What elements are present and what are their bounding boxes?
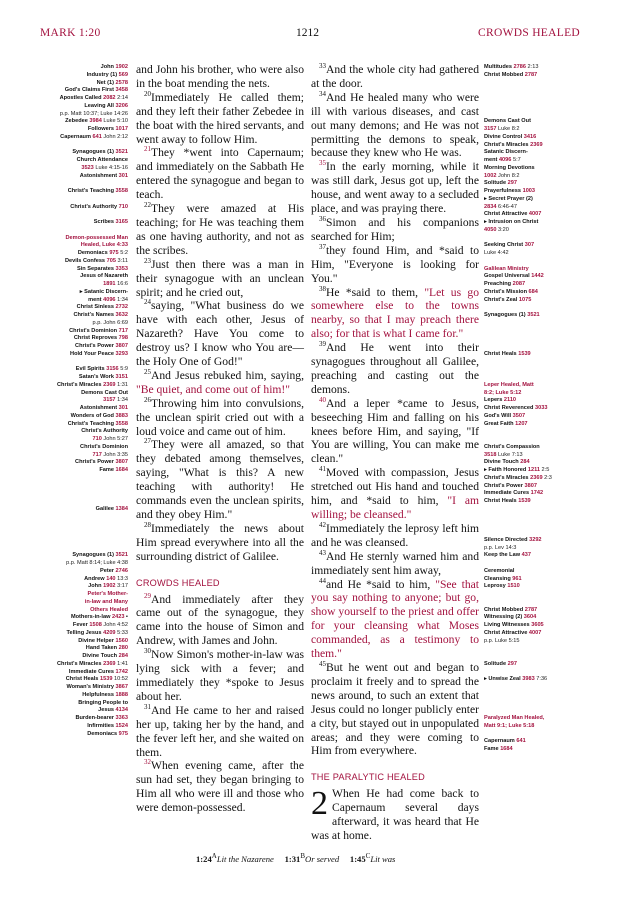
verse-38: $^{38}$He *said to them, "Let us go somewhere else to the towns nearby, so that I may preach there also; for that is what I came for." bbox=[311, 284, 479, 341]
cross-reference-entry: Christ's Mission 684 bbox=[484, 288, 538, 295]
spacer bbox=[484, 95, 614, 103]
cross-reference-entry: Devils Confess 705 3:11 bbox=[64, 257, 128, 264]
spacer bbox=[484, 366, 614, 374]
cross-reference-entry: 3518 Luke 7:13 bbox=[484, 451, 523, 458]
cross-reference-entry: Divine Touch 284 bbox=[484, 459, 530, 466]
cross-reference-entry: Demons Cast Out bbox=[81, 389, 128, 396]
cross-reference-entry: Evil Spirits 3156 5:9 bbox=[75, 366, 128, 373]
cross-reference-entry: Others Healed bbox=[90, 606, 128, 613]
spacer bbox=[484, 304, 614, 312]
cross-reference-entry: Christ Mobbed 2787 bbox=[484, 606, 538, 613]
left-cross-reference-column bbox=[6, 64, 128, 738]
cross-reference-entry: Christ Mobbed 2787 bbox=[484, 71, 538, 78]
spacer bbox=[484, 645, 614, 653]
cross-reference-entry: Christ Reverenced 3033 bbox=[484, 405, 548, 411]
cross-reference-entry: Hold Your Peace 3293 bbox=[70, 350, 128, 357]
cross-reference-entry: Christ's Zeal 1075 bbox=[484, 296, 532, 303]
verse-20: $^{20}$Immediately He called them; and they left their father Zebedee in the boat with the hired servants, and went away to follow Him. bbox=[136, 89, 304, 146]
spacer bbox=[6, 483, 128, 491]
spacer bbox=[484, 599, 614, 607]
cross-reference-entry: Christ's Miracles 2369 2:3 bbox=[484, 474, 552, 481]
text-column-left bbox=[136, 63, 304, 815]
cross-reference-entry: John 1902 bbox=[100, 64, 128, 70]
cross-reference-entry: 2834 6:46-47 bbox=[484, 203, 517, 210]
cross-reference-entry: Paralyzed Man Healed, bbox=[484, 715, 545, 721]
cross-reference-entry: Followers 1017 bbox=[87, 126, 128, 132]
cross-reference-entry: Christ's Power 3807 bbox=[75, 459, 128, 466]
section-heading-crowds-healed: CROWDS HEALED bbox=[136, 577, 220, 588]
cross-reference-entry: Divine Touch 284 bbox=[82, 653, 128, 659]
cross-reference-entry: p.p. Matt 8:14; Luke 4:38 bbox=[66, 560, 128, 566]
cross-reference-entry: Witnessing (2) 3604 bbox=[484, 614, 537, 621]
cross-reference-entry: Living Witnesses 3605 bbox=[484, 622, 544, 628]
cross-reference-entry: Christ's Miracles 2369 bbox=[484, 141, 543, 148]
spacer bbox=[6, 227, 128, 235]
cross-reference-entry: Fame 1684 bbox=[99, 467, 128, 473]
cross-reference-entry: Divine Helper 1560 bbox=[78, 637, 128, 644]
verse-44: $^{44}$and He *said to him, "See that you say nothing to anyone; but go, show yourself to the priest and offer for your cleansing what Moses commanded, as a testimony to them." bbox=[311, 576, 479, 661]
cross-reference-entry: Christ Heals 1539 bbox=[484, 350, 531, 357]
spacer bbox=[6, 545, 128, 553]
cross-reference-entry: p.p. Luke 5:15 bbox=[484, 637, 520, 644]
cross-reference-entry: Astonishment 301 bbox=[79, 172, 128, 179]
cross-reference-entry: Peter's Mother- bbox=[87, 591, 128, 597]
cross-reference-entry: Leprosy 1510 bbox=[484, 583, 520, 590]
cross-reference-entry: 3523 Luke 4:15-16 bbox=[81, 164, 128, 171]
cross-reference-entry: p.p. Lev 14:3 bbox=[484, 544, 517, 551]
cross-reference-entry: Cleansing 961 bbox=[484, 575, 522, 582]
verse-30: $^{30}$Now Simon's mother-in-law was lying sick with a fever; and immediately they *spoke to Jesus about her. bbox=[136, 647, 304, 703]
verse-40: $^{40}$And a leper *came to Jesus, beseeching Him and falling on his knees before Him, and saying, "If You are willing, You can make me clean." bbox=[311, 395, 479, 466]
cross-reference-entry: Andrew 140 13:3 bbox=[84, 575, 128, 582]
spacer bbox=[484, 684, 614, 692]
verse-29: $^{29}$And immediately after they came out of the synagogue, they came into the house of Simon and Andrew, with James and John. bbox=[136, 591, 304, 648]
cross-reference-entry: Divine Control 3416 bbox=[484, 133, 537, 140]
cross-reference-entry: Woman's Ministry 3867 bbox=[66, 684, 128, 690]
verse-20-continued: and John his brother, who were also in the boat mending the nets. bbox=[136, 63, 304, 90]
cross-reference-entry: in-law and Many bbox=[84, 598, 128, 605]
page-number: 1212 bbox=[296, 27, 319, 39]
cross-reference-entry: Christ Sinless 2732 bbox=[76, 304, 128, 311]
cross-reference-entry: Prayerfulness 1003 bbox=[484, 188, 536, 194]
verse-24: $^{24}$saying, "What business do we have with each other, Jesus of Nazareth? Have You come to destroy us? I know who You are—the Holy One of God!" bbox=[136, 298, 304, 369]
spacer bbox=[6, 514, 128, 522]
chapter-number: 2 bbox=[311, 785, 328, 823]
spacer bbox=[6, 211, 128, 219]
spacer bbox=[6, 142, 128, 150]
cross-reference-entry: Capernaum 641 John 2:12 bbox=[60, 133, 128, 140]
cross-reference-entry: Christ Attractive 4007 bbox=[484, 211, 542, 218]
cross-reference-entry: 1002 John 8:2 bbox=[484, 172, 520, 179]
spacer bbox=[484, 591, 614, 599]
cross-reference-entry: Helpfulness 1888 bbox=[82, 691, 128, 698]
spacer bbox=[484, 692, 614, 700]
spacer bbox=[484, 359, 614, 367]
spacer bbox=[484, 87, 614, 95]
cross-reference-entry: Peter 2746 bbox=[99, 567, 128, 574]
cross-reference-entry: Christ's Miracles 2369 1:41 bbox=[56, 660, 128, 667]
cross-reference-entry: Christ's Power 3807 bbox=[75, 343, 128, 349]
cross-reference-entry: Infirmities 1524 bbox=[87, 722, 128, 729]
cross-reference-entry: Fame 1684 bbox=[484, 746, 513, 752]
spacer bbox=[484, 731, 614, 739]
cross-reference-entry: God's Will 3507 bbox=[484, 412, 526, 419]
cross-reference-entry: Galilean Ministry bbox=[484, 265, 529, 272]
footnote-1: $1:24^ALit$ the Nazarene bbox=[196, 852, 274, 864]
cross-reference-entry: 1891 16:6 bbox=[103, 281, 128, 287]
verse-35: $^{35}$In the early morning, while it was still dark, Jesus got up, left the house, and went away to a secluded place, and was praying there. bbox=[311, 159, 479, 216]
cross-reference-entry: Christ Reproves 798 bbox=[73, 335, 128, 342]
cross-reference-entry: Sin Separates 3353 bbox=[76, 265, 128, 272]
section-heading-paralytic-healed: THE PARALYTIC HEALED bbox=[311, 772, 425, 783]
spacer bbox=[484, 529, 614, 537]
cross-reference-entry: ment 4096 5:7 bbox=[484, 157, 521, 163]
cross-reference-entry: Fever 1508 John 4:52 bbox=[72, 622, 128, 628]
cross-reference-entry: Demon-possessed Man bbox=[65, 234, 128, 241]
cross-reference-entry: Silence Directed 3292 bbox=[484, 536, 542, 543]
cross-reference-entry: Leper Healed, Matt bbox=[484, 381, 534, 388]
spacer bbox=[484, 343, 614, 351]
spacer bbox=[6, 521, 128, 529]
cross-reference-entry: Net (1) 2578 bbox=[96, 79, 128, 86]
cross-reference-entry: p.p. John 6:69 bbox=[92, 319, 128, 326]
spacer bbox=[6, 498, 128, 506]
spacer bbox=[484, 111, 614, 119]
cross-reference-entry: Burden-bearer 3363 bbox=[75, 715, 128, 721]
cross-reference-entry: Seeking Christ 307 bbox=[484, 242, 535, 249]
spacer bbox=[6, 180, 128, 188]
cross-reference-entry: Gospel Universal 1442 bbox=[484, 273, 544, 280]
cross-reference-entry: Christ's Power 3807 bbox=[484, 482, 537, 489]
running-header bbox=[40, 27, 580, 45]
spacer bbox=[6, 490, 128, 498]
cross-reference-entry: Jesus of Nazareth bbox=[80, 273, 128, 280]
cross-reference-entry: 3157 1:34 bbox=[103, 397, 128, 404]
cross-reference-entry: ▸ Satanic Discern- bbox=[79, 288, 128, 295]
spacer bbox=[484, 506, 614, 514]
cross-reference-entry: Demons Cast Out bbox=[484, 118, 531, 125]
spacer bbox=[6, 196, 128, 204]
text-column-right bbox=[311, 63, 479, 843]
cross-reference-entry: Multitudes 2786 2:13 bbox=[484, 64, 539, 70]
cross-reference-entry: Satan's Work 3151 bbox=[78, 374, 128, 380]
cross-reference-entry: Christ's Authority bbox=[81, 428, 128, 435]
cross-reference-entry: 8:2; Luke 5:12 bbox=[484, 389, 522, 396]
cross-reference-entry: Matt 9:1; Luke 5:18 bbox=[484, 722, 535, 729]
verse-45: $^{45}$But he went out and began to proclaim it freely and to spread the news around, to such an extent that Jesus could no longer publicly enter a city, but stayed out in unpopulated areas; and they were coming to Him from everywhere. bbox=[311, 660, 479, 758]
verse-23: $^{23}$Just then there was a man in their synagogue with an unclean spirit; and he cried out, bbox=[136, 256, 304, 299]
verse-34: $^{34}$And He healed many who were ill with various diseases, and cast out many demons; and He was not permitting the demons to speak, because they knew who He was. bbox=[311, 89, 479, 160]
cross-reference-entry: Christ's Compassion bbox=[484, 443, 540, 450]
cross-reference-entry: Zebedee 3984 Luke 5:10 bbox=[65, 118, 128, 125]
cross-reference-entry: ▸ Unwise Zeal 3983 7:36 bbox=[484, 676, 548, 683]
verse-25: $^{25}$And Jesus rebuked him, saying, "Be quiet, and come out of him!" bbox=[136, 368, 304, 396]
cross-reference-entry: Synagogues (1) 3521 bbox=[72, 552, 128, 559]
cross-reference-entry: Mothers-in-law 2423 ▪ bbox=[70, 614, 128, 621]
cross-reference-entry: Immediate Cures 1742 bbox=[484, 490, 544, 497]
cross-reference-entry: ▸ Intrusion on Christ bbox=[484, 219, 539, 225]
verse-43: $^{43}$And He sternly warned him and immediately sent him away, bbox=[311, 548, 479, 577]
cross-reference-entry: Synagogues (1) 3521 bbox=[484, 312, 540, 318]
cross-reference-entry: Solitude 297 bbox=[484, 660, 517, 667]
cross-reference-entry: Bringing People to bbox=[78, 699, 128, 706]
spacer bbox=[484, 707, 614, 715]
verse-26: $^{26}$Throwing him into convulsions, the unclean spirit cried out with a loud voice and came out of him. bbox=[136, 395, 304, 438]
cross-reference-entry: 717 John 3:35 bbox=[92, 451, 128, 458]
cross-reference-entry: Christ's Teaching 3558 bbox=[67, 420, 128, 427]
cross-reference-entry: Christ's Dominion bbox=[80, 443, 128, 450]
verse-28: $^{28}$Immediately the news about Him spread everywhere into all the surrounding district of Galilee. bbox=[136, 521, 304, 563]
cross-reference-entry: Industry (1) 569 bbox=[86, 71, 128, 78]
verse-33: $^{33}$And the whole city had gathered at the door. bbox=[311, 62, 479, 90]
cross-reference-entry: Apostles Called 2082 2:14 bbox=[59, 95, 128, 101]
spacer bbox=[484, 560, 614, 568]
cross-reference-entry: Christ's Authority 710 bbox=[70, 203, 128, 210]
spacer bbox=[6, 537, 128, 545]
verse-22: $^{22}$They were amazed at His teaching; for He was teaching them as one having authority, and not as the scribes. bbox=[136, 201, 304, 257]
verse-31: $^{31}$And He came to her and raised her up, taking her by the hand, and the fever left her, and she waited on them. bbox=[136, 702, 304, 759]
cross-reference-entry: ment 4096 1:34 bbox=[88, 296, 128, 303]
cross-reference-entry: Ceremonial bbox=[484, 567, 515, 574]
cross-reference-entry: Demoniacs 975 5:2 bbox=[77, 250, 128, 256]
spacer bbox=[484, 521, 614, 529]
verse-27: $^{27}$They were all amazed, so that they debated among themselves, saying, "What is this? A new teaching with authority! He commands even the unclean spirits, and they obey Him." bbox=[136, 437, 304, 521]
spacer bbox=[484, 103, 614, 111]
spacer bbox=[484, 514, 614, 522]
cross-reference-entry: Lepers 2110 bbox=[484, 397, 517, 404]
spacer bbox=[484, 335, 614, 343]
spacer bbox=[484, 374, 614, 382]
cross-reference-entry: Synagogues (1) 3521 bbox=[72, 149, 128, 156]
footnotes bbox=[196, 854, 395, 864]
spacer bbox=[484, 700, 614, 708]
cross-reference-entry: ▸ Secret Prayer (2) bbox=[484, 195, 533, 202]
cross-reference-entry: Astonishment 301 bbox=[79, 405, 128, 411]
verse-42: $^{42}$Immediately the leprosy left him and he was cleansed. bbox=[311, 521, 479, 549]
cross-reference-entry: Great Faith 1207 bbox=[484, 420, 528, 427]
verse-39: $^{39}$And He went into their synagogues throughout all Galilee, preaching and casting out the demons. bbox=[311, 340, 479, 396]
cross-reference-entry: 4050 3:20 bbox=[484, 226, 509, 233]
cross-reference-entry: Christ's Teaching 3558 bbox=[67, 188, 128, 194]
spacer bbox=[484, 235, 614, 243]
spacer bbox=[484, 436, 614, 444]
chapter-2-verse-1: 2 When He had come back to Capernaum several days afterward, it was heard that He was at home. bbox=[311, 785, 479, 842]
verse-37: $^{37}$they found Him, and *said to Him, "Everyone is looking for You." bbox=[311, 242, 479, 285]
spacer bbox=[484, 320, 614, 328]
cross-reference-entry: Wonders of God 3883 bbox=[70, 412, 128, 419]
verse-41: $^{41}$Moved with compassion, Jesus stretched out His hand and touched him, and *said to him, "I am willing; be cleansed." bbox=[311, 465, 479, 521]
spacer bbox=[484, 669, 614, 677]
cross-reference-entry: Scribes 3165 bbox=[93, 219, 128, 225]
cross-reference-entry: Christ Heals 1539 10:52 bbox=[65, 676, 128, 683]
cross-reference-entry: Keep the Law 437 bbox=[484, 552, 531, 559]
footnote-2: $1:31^BOr$ served bbox=[284, 852, 340, 864]
spacer bbox=[484, 428, 614, 436]
cross-reference-entry: Preaching 2087 bbox=[484, 281, 526, 287]
cross-reference-entry: Christ Attractive 4007 bbox=[484, 629, 542, 636]
cross-reference-entry: Galilee 1384 bbox=[95, 505, 128, 512]
cross-reference-entry: Solitude 297 bbox=[484, 180, 517, 187]
cross-reference-entry: Telling Jesus 4209 5:33 bbox=[66, 629, 128, 636]
spacer bbox=[484, 328, 614, 336]
cross-reference-entry: Christ's Miracles 2369 1:31 bbox=[56, 381, 128, 388]
cross-reference-entry: p.p. Matt 10:37; Luke 14:26 bbox=[59, 110, 128, 117]
spacer bbox=[6, 529, 128, 537]
header-reference: MARK 1:20 bbox=[40, 27, 101, 39]
cross-reference-entry: Jesus 4134 bbox=[98, 707, 128, 714]
spacer bbox=[484, 80, 614, 88]
cross-reference-entry: 710 John 5:27 bbox=[92, 436, 128, 442]
cross-reference-entry: John 1902 3:17 bbox=[88, 583, 128, 590]
cross-reference-entry: Luke 4:42 bbox=[484, 250, 509, 256]
cross-reference-entry: God's Claims First 3458 bbox=[64, 87, 128, 94]
cross-reference-entry: ▸ Faith Honored 1211 2:5 bbox=[484, 467, 550, 473]
cross-reference-entry: Christ Heals 1539 bbox=[484, 498, 531, 504]
cross-reference-entry: Christ's Dominion 717 bbox=[69, 327, 128, 334]
cross-reference-entry: Satanic Discern- bbox=[484, 149, 528, 156]
cross-reference-entry: Capernaum 641 bbox=[484, 738, 526, 745]
spacer bbox=[6, 359, 128, 367]
verse-32: $^{32}$When evening came, after the sun had set, they began bringing to Him all who were ill and those who were demon-possessed. bbox=[136, 758, 304, 815]
footnote-3: $1:45^CLit$ was bbox=[349, 852, 396, 864]
cross-reference-entry: Christ's Names 3632 bbox=[73, 312, 128, 318]
right-cross-reference-column bbox=[484, 64, 614, 754]
spacer bbox=[484, 258, 614, 266]
cross-reference-entry: Immediate Cures 1742 bbox=[68, 668, 128, 675]
cross-reference-entry: Leaving All 3206 bbox=[84, 102, 128, 109]
verse-36: $^{36}$Simon and his companions searched for Him; bbox=[311, 215, 479, 243]
spacer bbox=[6, 475, 128, 483]
cross-reference-entry: Hand Taken 280 bbox=[85, 645, 128, 652]
cross-reference-entry: Morning Devotions bbox=[484, 164, 535, 171]
cross-reference-entry: Demoniacs 975 bbox=[87, 730, 128, 737]
verse-21: $^{21}$They *went into Capernaum; and immediately on the Sabbath He entered the synagogue and began to teach. bbox=[136, 145, 304, 202]
cross-reference-entry: Healed, Luke 4:33 bbox=[80, 242, 128, 249]
header-section-title: CROWDS HEALED bbox=[478, 27, 580, 39]
cross-reference-entry: Church Attendance bbox=[76, 157, 128, 163]
spacer bbox=[484, 653, 614, 661]
cross-reference-entry: 3157 Luke 8:2 bbox=[484, 126, 520, 132]
